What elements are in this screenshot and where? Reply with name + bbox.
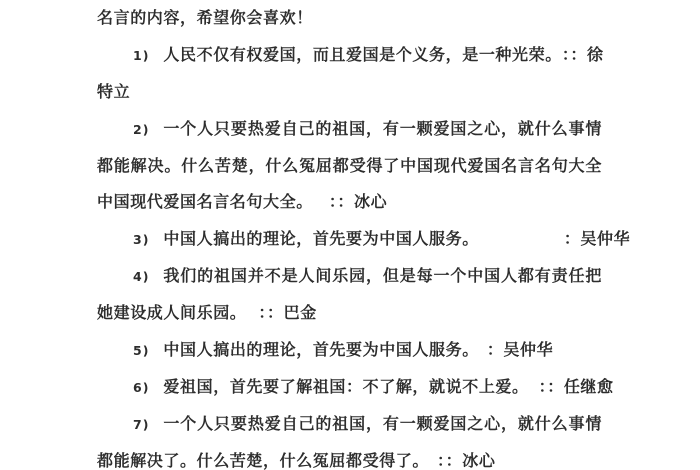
- quote-attribution: ：吴仲华: [563, 229, 631, 249]
- quote-text: 都能解决。什么苦楚，什么冤屈都受得了中国现代爱国名言名句大全: [97, 155, 602, 175]
- quote-line: [97, 406, 602, 443]
- quote-attribution: ：吴仲华: [486, 340, 554, 360]
- quote-text: 中国人搞出的理论，首先要为中国人服务。: [163, 229, 479, 249]
- quote-line: [97, 37, 602, 74]
- list-item-number: 1): [133, 47, 150, 63]
- quote-text: 我们的祖国并不是人间乐园，但是每一个中国人都有责任把: [163, 266, 602, 286]
- quote-line: [97, 443, 602, 470]
- quote-text: 中国人搞出的理论，首先要为中国人服务。: [163, 340, 479, 360]
- quote-text: 一个人只要热爱自己的祖国，有一颗爱国之心，就什么事情: [163, 413, 602, 433]
- quote-line: [97, 295, 602, 332]
- quote-line: [97, 111, 602, 148]
- quote-line: [97, 332, 602, 369]
- quote-text: 爱祖国，首先要了解祖国：不了解，就说不上爱。: [163, 376, 529, 396]
- quote-text: 她建设成人间乐园。: [97, 303, 247, 323]
- quote-attribution: ：：冰心: [437, 450, 496, 470]
- quote-attribution: ：：任继愈: [538, 376, 614, 396]
- quote-attribution: ：：徐: [561, 44, 604, 64]
- list-item-number: 7): [133, 416, 150, 432]
- document-text-block: [97, 0, 631, 470]
- quote-text: 特立: [97, 81, 131, 101]
- list-item-number: 2): [133, 121, 150, 137]
- list-item-number: 4): [133, 269, 150, 285]
- quote-text: 中国现代爱国名言名句大全。: [97, 192, 313, 212]
- quote-line: [97, 258, 602, 295]
- quote-line: [97, 148, 602, 185]
- quote-line: [97, 221, 631, 258]
- quote-line: [97, 0, 602, 37]
- quote-attribution: ：：巴金: [258, 303, 317, 323]
- quote-text: 一个人只要热爱自己的祖国，有一颗爱国之心，就什么事情: [163, 118, 602, 138]
- list-item-number: 6): [133, 379, 150, 395]
- quote-text: 人民不仅有权爱国，而且爱国是个义务，是一种光荣。: [163, 44, 562, 64]
- list-item-number: 5): [133, 343, 150, 359]
- quote-text: 都能解决了。什么苦楚，什么冤屈都受得了。: [97, 450, 430, 470]
- quote-text: 名言的内容，希望你会喜欢！: [97, 8, 313, 27]
- quote-attribution: ：：冰心: [328, 192, 388, 212]
- quote-line: [97, 74, 602, 111]
- quote-line: [97, 369, 614, 406]
- list-item-number: 3): [133, 232, 150, 248]
- quote-line: [97, 184, 602, 221]
